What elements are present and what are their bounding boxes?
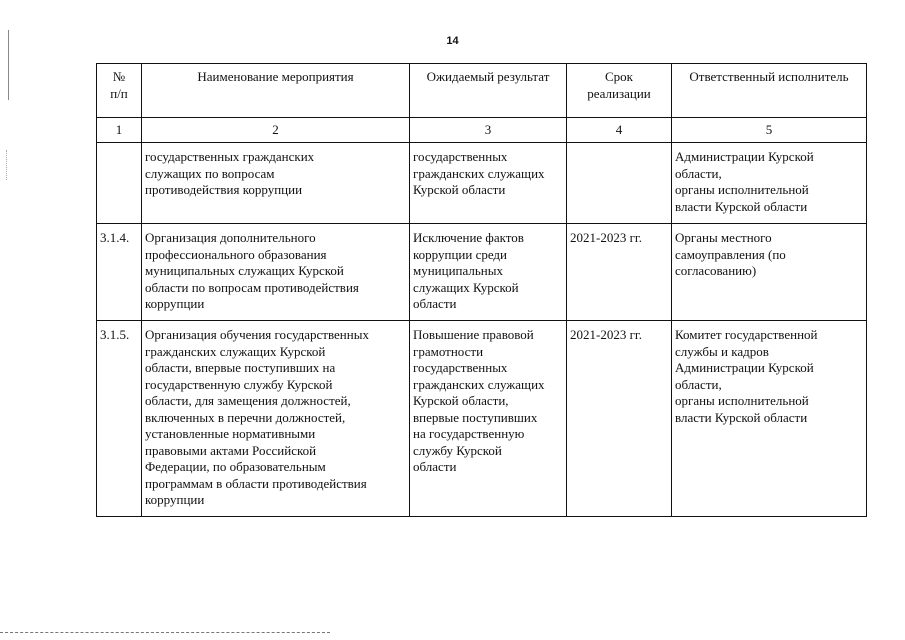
row-num: 3.1.5.: [97, 321, 142, 517]
table-row: [97, 143, 867, 224]
column-number: 5: [672, 118, 867, 143]
column-number: 2: [142, 118, 410, 143]
column-number: 1: [97, 118, 142, 143]
header-row: [97, 64, 867, 118]
scan-bottom-line: [0, 632, 330, 634]
page-number: 14: [446, 35, 459, 47]
column-number: 3: [410, 118, 567, 143]
column-number-row: [97, 118, 867, 143]
measures-table: [96, 63, 867, 517]
row-result: Исключение фактов коррупции среди муниципальных служащих Курской области: [410, 224, 567, 321]
row-responsible: Комитет государственной службы и кадров Администрации Курской области, органы исполнительной власти Курской области: [672, 321, 867, 517]
row-term: 2021-2023 гг.: [567, 224, 672, 321]
row-num: [97, 143, 142, 224]
row-result: Повышение правовой грамотности государственных гражданских служащих Курской области, впервые поступивших на государственную службу Курской области: [410, 321, 567, 517]
header-term: Срок реализации: [567, 64, 672, 118]
table-row: [97, 321, 867, 517]
row-term: 2021-2023 гг.: [567, 321, 672, 517]
header-result: Ожидаемый результат: [410, 64, 567, 118]
header-responsible: Ответственный исполнитель: [672, 64, 867, 118]
column-number: 4: [567, 118, 672, 143]
header-num: № п/п: [97, 64, 142, 118]
table-row: [97, 224, 867, 321]
row-responsible: Администрации Курской области, органы исполнительной власти Курской области: [672, 143, 867, 224]
row-num: 3.1.4.: [97, 224, 142, 321]
row-name: государственных гражданских служащих по вопросам противодействия коррупции: [142, 143, 410, 224]
scan-dots: [6, 150, 9, 180]
row-responsible: Органы местного самоуправления (по согласованию): [672, 224, 867, 321]
row-name: Организация дополнительного профессионального образования муниципальных служащих Курской области по вопросам противодействия коррупции: [142, 224, 410, 321]
header-name: Наименование мероприятия: [142, 64, 410, 118]
row-result: государственных гражданских служащих Курской области: [410, 143, 567, 224]
row-name: Организация обучения государственных гражданских служащих Курской области, впервые поступивших на государственную службу Курской области, для замещения должностей, включенных в перечни должностей, установленные нормативными правовыми актами Российской Федерации, по образовательным программам в области противодействия коррупции: [142, 321, 410, 517]
row-term: [567, 143, 672, 224]
